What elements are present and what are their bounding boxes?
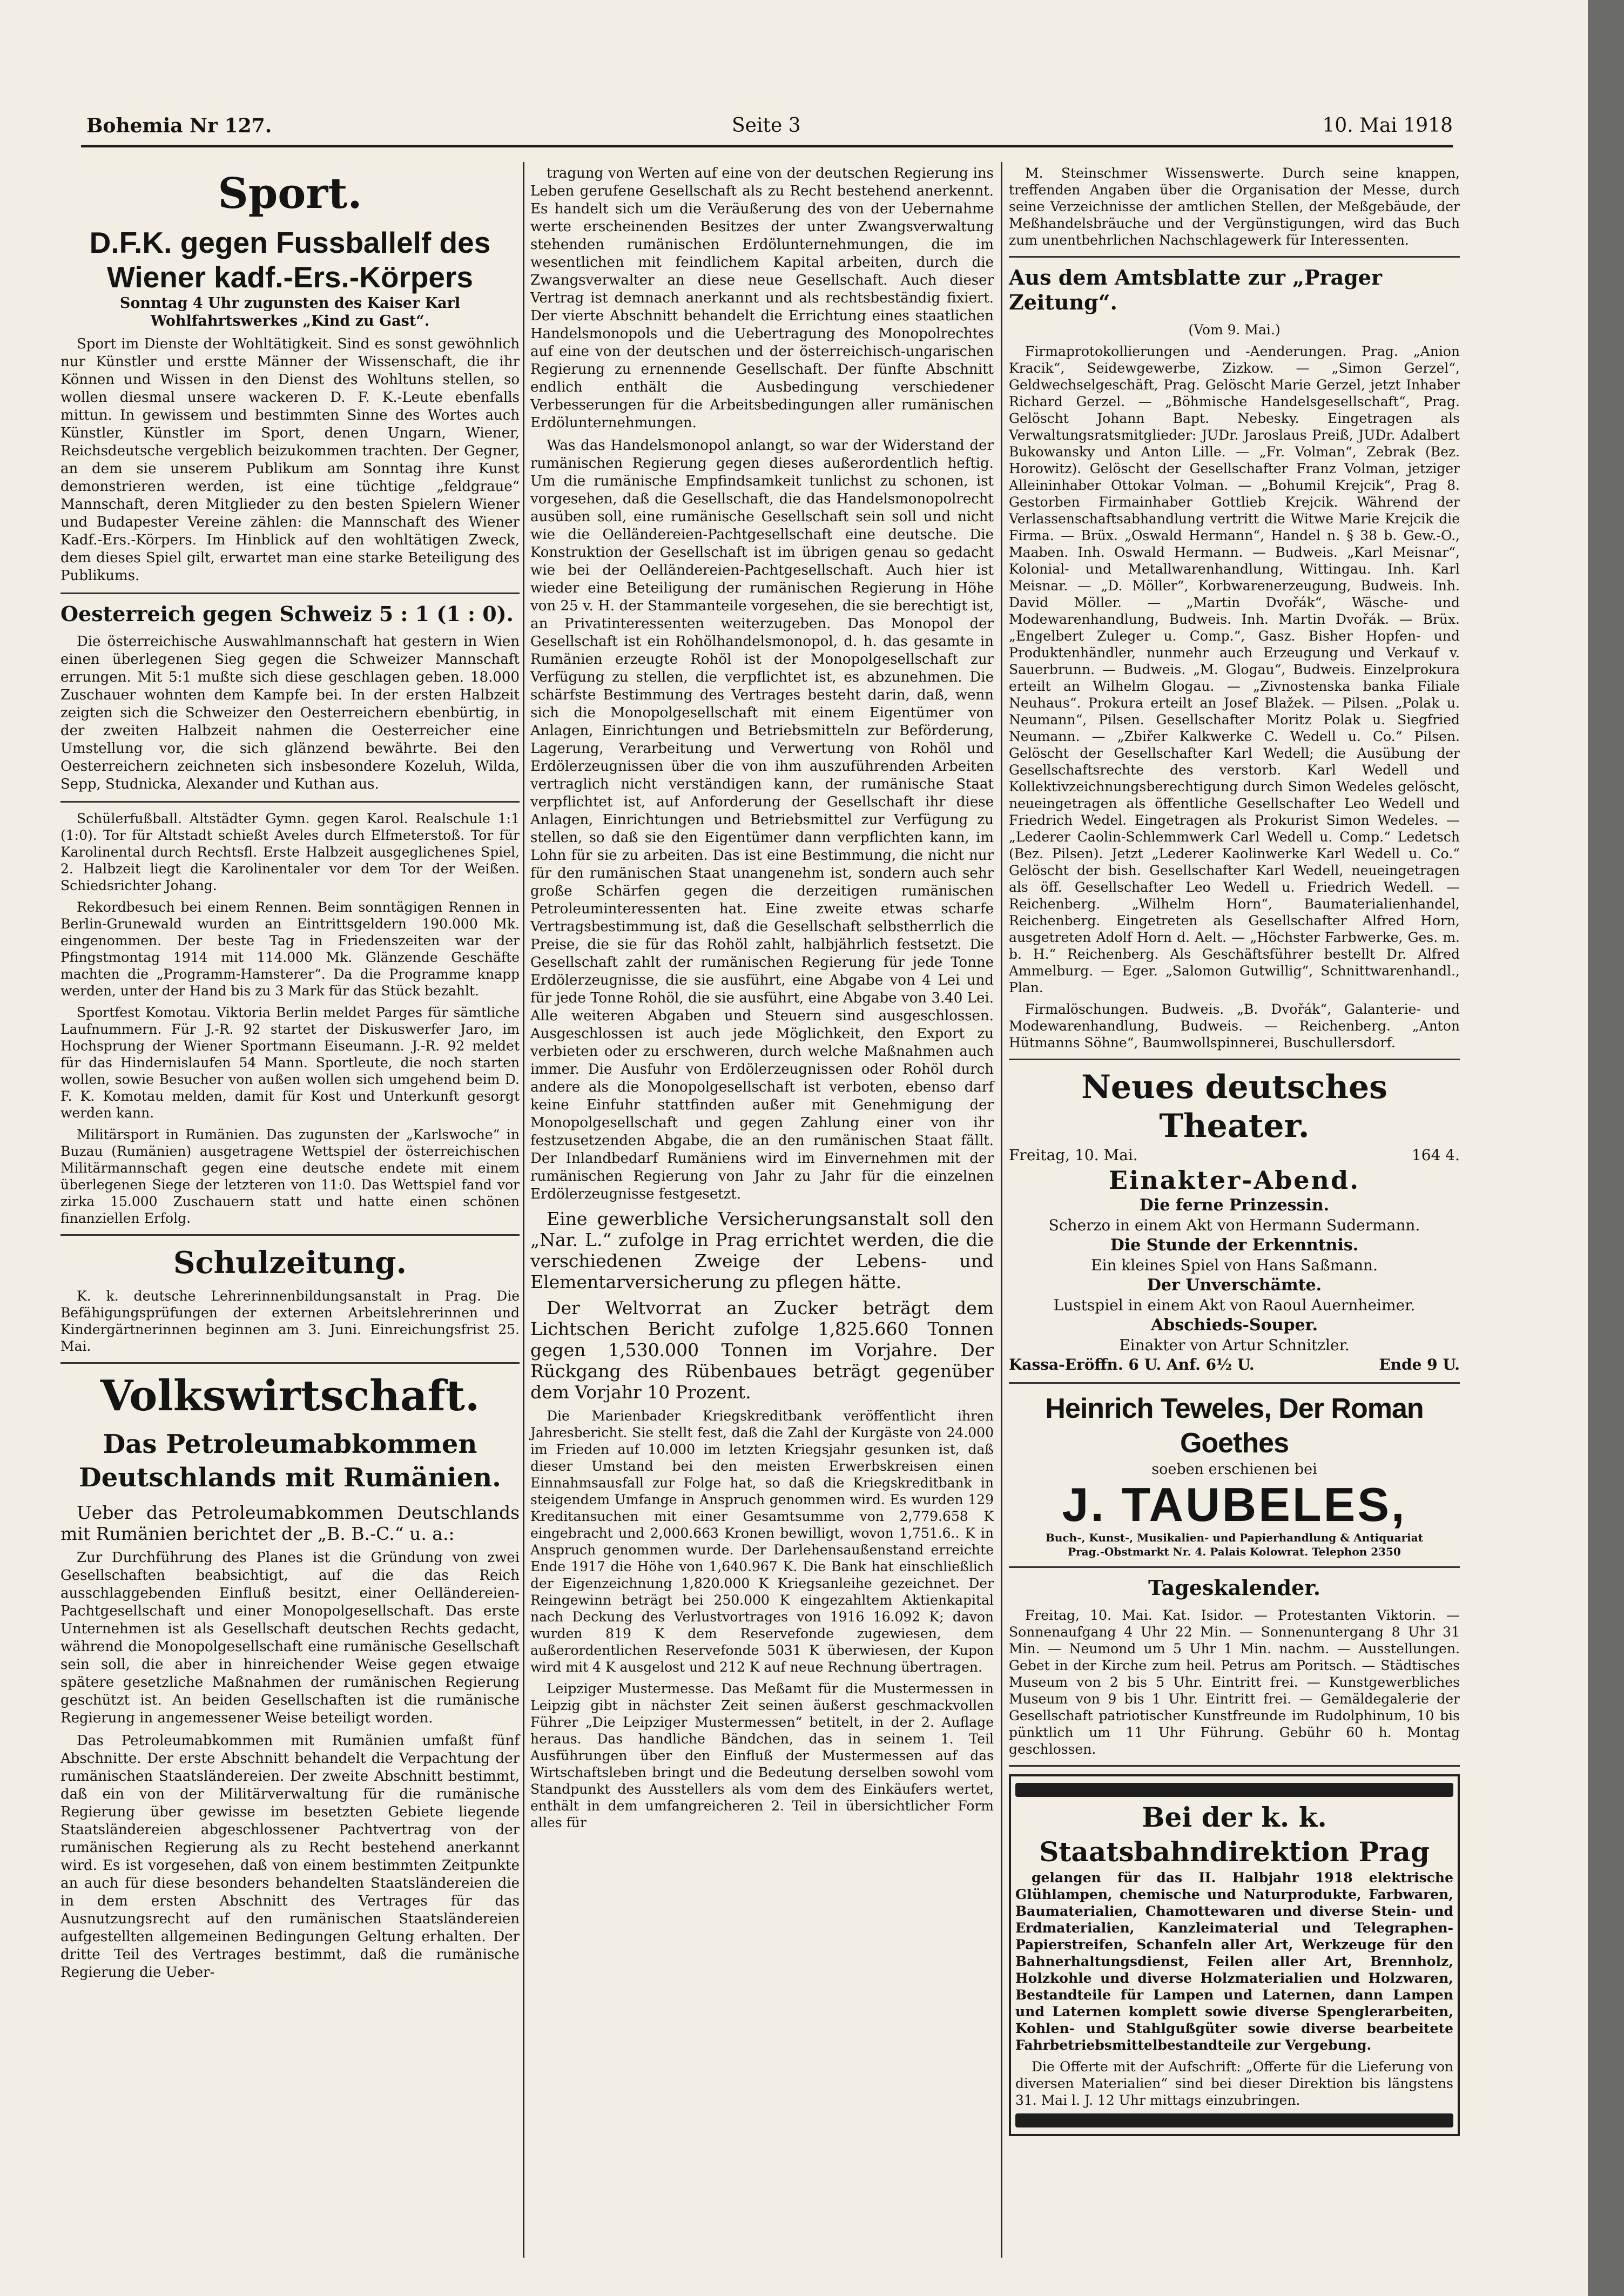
column-2	[530, 165, 994, 1836]
ad-title: Neues deutsches Theater.	[1081, 1068, 1387, 1145]
article-paragraph: Leipziger Mustermesse. Das Meßamt für die Mustermessen in Leipzig gibt in nächster Zeit seinen äußerst geschmackvollen Führer „Die Leipziger Mustermessen“ betitelt, in der 2. Auflage heraus. Das handliche Bändchen, das in seinem 1. Teil Ausführungen über den Einfluß der Mustermessen auf das Wirtschaftsleben bringt und die Bedeutung derselben sowohl vom Standpunkt des Ausstellers als vom dem des Einkäufers wertet, enthält in dem umfangreicheren 2. Teil in übersichtlicher Form alles für	[530, 1681, 994, 1830]
ad-play: Abschieds-Souper.	[1150, 1316, 1318, 1335]
article-paragraph: Rekordbesuch bei einem Rennen. Beim sonntägigen Rennen in Berlin-Grunewald wurden an Eintrittsgeldern 190.000 Mk. eingenommen. Der beste Tag in Friedenszeiten war der Pfingstmontag 1914 mit 114.000 Mk. Glänzende Geschäfte machten die „Programm-Hamsterer“. Da die Programme knapp werden, unter der Hand bis zu 3 Mark für das Stück bezahlt.	[60, 899, 520, 999]
article-paragraph: Eine gewerbliche Versicherungsanstalt soll den „Nar. L.“ zufolge in Prag errichtet werden, die die verschiedenen Zweige der Lebens- und Elementarversicherung zu pflegen hätte.	[530, 1208, 994, 1292]
column-1	[60, 165, 520, 1987]
ad-headline: Bei der k. k. Staatsbahndirektion Prag	[1039, 1801, 1430, 1868]
article-paragraph: Schülerfußball. Altstädter Gymn. gegen Karol. Realschule 1:1 (1:0). Tor für Altstadt schießt Aveles durch Elfmeterstoß. Tor für Karolinental durch Rechtsfl. Erste Halbzeit ausgeglichenes Spiel, 2. Halbzeit liegt die Karolinentaler vor dem Tor der Weißen. Schiedsrichter Johang.	[60, 811, 520, 893]
header-rule	[81, 145, 1453, 147]
ad-line: Scherzo in einem Akt von Hermann Sudermann.	[1048, 1216, 1420, 1234]
column-divider	[1001, 162, 1002, 2258]
ad-paragraph: Die Offerte mit der Aufschrift: „Offerte für die Lieferung von diversen Materialien“ sind bei dieser Direktion bis längstens 31. Mai l. J. 12 Uhr mittags einzubringen.	[1015, 2059, 1453, 2108]
divider	[1009, 1382, 1460, 1384]
ad-play: Die Stunde der Erkenntnis.	[1110, 1236, 1359, 1255]
article-paragraph: Firmalöschungen. Budweis. „B. Dvořák“, Galanterie- und Modewarenhandlung, Budweis. — Reichenberg. „Anton Hütmanns Söhne“, Baumwollspinnerei, Buschullersdorf.	[1009, 1001, 1460, 1051]
section-title-sport: Sport.	[218, 169, 362, 218]
ad-line: soeben erschienen bei	[1151, 1461, 1317, 1478]
article-intro: Ueber das Petroleumabkommen Deutschlands mit Rumänien berichtet der „B. B.-C.“ u. a.:	[60, 1502, 520, 1544]
divider	[60, 1362, 520, 1364]
article-paragraph: Was das Handelsmonopol anlangt, so war der Widerstand der rumänischen Regierung gegen dieses außerordentlich heftig. Um die rumänische Empfindsamkeit tunlichst zu schonen, ist vorgesehen, daß die Gesellschaft, die das Handelsmonopolrecht ausüben soll, eine rumänische Gesellschaft sein soll und nicht wie die Oelländereien-Pachtgesellschaft eine deutsche. Die Konstruktion der Gesellschaft ist im übrigen genau so gedacht wie bei der Oelländereien-Pachtgesellschaft. Auch hier ist wieder eine Beteiligung der rumänischen Regierung in Höhe von 25 v. H. der Stammanteile vorgesehen, die sie berechtigt ist, an Privatinteressenten weiterzugeben. Das Monopol der Gesellschaft ist ein Rohölhandelsmonopol, d. h. das gesamte in Rumänien erzeugte Rohöl ist der Monopolgesellschaft zur Verfügung zu stellen, die verpflichtet ist, es abzunehmen. Die schärfste Bestimmung des Vertrages besteht darin, daß, wenn sich die Monopolgesellschaft mit einem Eigentümer von Anlagen, Einrichtungen und Betriebsmitteln zur Beförderung, Lagerung, Verarbeitung und Verwertung von Rohöl und Erdölerzeugnissen über die von ihm auszuführenden Arbeiten vertraglich nicht verständigen kann, der rumänische Staat verpflichtet ist, auf Anforderung der Gesellschaft ihr diese Anlagen, Einrichtungen und Betriebsmittel zur Verfügung zu stellen, so daß sie den Eigentümer dann verpflichten kann, im Lohn für sie zu arbeiten. Das ist eine Bestimmung, die nicht nur für den rumänischen Staat unangenehm ist, sondern auch sehr große Schärfen gegen die derzeitigen rumänischen Petroleuminteressenten hat. Eine zweite etwas scharfe Vertragsbestimmung ist, daß die Gesellschaft selbstherrlich die Preise, die sie für das Rohöl zahlt, halbjährlich festsetzt. Die Gesellschaft zahlt der rumänischen Regierung für jede Tonne Erdölerzeugnisse, die sie ausführt, eine Abgabe von 4 Lei und für jede Tonne Rohöl, die sie ausführt, eine Abgabe von 3.40 Lei. Alle weiteren Abgaben und Steuern sind ausgeschlossen. Ausgeschlossen ist auch jede Möglichkeit, den Export zu verbieten oder zu erschweren, durch welche Maßnahmen auch immer. Die Ausfuhr von Erdölerzeugnissen oder Rohöl durch andere als die Monopolgesellschaft ist verboten, ebenso darf keine Einfuhr stattfinden außer mit Genehmigung der Monopolgesellschaft und gegen Zahlung einer von ihr festzusetzenden Abgabe, die an den rumänischen Staat fällt. Der Inlandbedarf Rumäniens wird im Einvernehmen mit der rumänischen Regierung von Jahr zu Jahr für die einzelnen Erdölerzeugnisse festgesetzt.	[530, 437, 994, 1202]
article-heading: Oesterreich gegen Schweiz 5 : 1 (1 : 0).	[60, 602, 514, 626]
header-date: 10. Mai 1918	[1322, 115, 1453, 137]
article-paragraph: Der Weltvorrat an Zucker beträgt dem Lichtschen Bericht zufolge 1,825.660 Tonnen gegen 1,530.000 Tonnen im Vorjahre. Der Rückgang des Rübenbaues beträgt gegenüber dem Vorjahr 10 Prozent.	[530, 1297, 994, 1403]
divider	[1009, 256, 1460, 258]
page-header	[86, 115, 1453, 142]
article-heading: Tageskalender.	[1148, 1575, 1321, 1600]
ad-date: Freitag, 10. Mai.	[1009, 1146, 1138, 1164]
section-title-volkswirtschaft: Volkswirtschaft.	[100, 1371, 480, 1420]
ad-line: Ein kleines Spiel von Hans Saßmann.	[1091, 1256, 1378, 1274]
divider	[1009, 1765, 1460, 1767]
ad-number: 164 4.	[1411, 1146, 1460, 1164]
article-paragraph: Die österreichische Auswahlmannschaft hat gestern in Wien einen überlegenen Sieg gegen die Schweizer Mannschaft errungen. Mit 5:1 mußte sich diese geschlagen geben. 18.000 Zuschauer wohnten dem Kampfe bei. In der ersten Halbzeit zeigten sich die Schweizer den Oesterreichern ebenbürtig, in der zweiten Halbzeit nahmen die Oesterreicher eine Umstellung vor, die sich glänzend bewährte. Bei den Oesterreichern zeichneten sich insbesondere Kozeluh, Wilda, Sepp, Studnicka, Alexander und Kuthan aus.	[60, 634, 520, 792]
divider	[1009, 1566, 1460, 1568]
article-subhead: Sonntag 4 Uhr zugunsten des Kaiser Karl Wohlfahrtswerkes „Kind zu Gast“.	[119, 295, 461, 329]
ad-line: Buch-, Kunst-, Musikalien- und Papierhandlung & Antiquariat	[1046, 1531, 1423, 1544]
divider	[60, 592, 520, 594]
next-page-edge	[1588, 0, 1624, 2296]
article-heading: Aus dem Amtsblatte zur „Prager Zeitung“.	[1009, 265, 1382, 314]
ad-border-band	[1015, 1783, 1453, 1797]
column-3	[1009, 165, 1460, 2136]
ad-paragraph: gelangen für das II. Halbjahr 1918 elektrische Glühlampen, chemische und Naturprodukte, Farbwaren, Baumaterialien, Chamottewaren und diverse Stein- und Erdmaterialien, Kanzleimaterial und Telegraphen-Papierstreifen, Schanfeln aller Art, Werkzeuge für den Bahnerhaltungsdienst, Feilen aller Art, Brennholz, Holzkohle und diverse Holzmaterialien und Holzwaren, Bestandteile für Lampen und Laternen, dann Lampen und Laternen komplett sowie diverse Spenglerarbeiten, Kohlen- und Stahlgußgüter sowie diverse bearbeitete Fahrbetriebsmittelbestandteile zur Vergebung.	[1015, 1870, 1453, 2053]
article-paragraph: M. Steinschmer Wissenswerte. Durch seine knappen, treffenden Angaben über die Organisation der Messe, durch seine Verzeichnisse der amtlichen Stellen, der Meßgebäude, der Meßhandelsbräuche und der Vergünstigungen, wird das Buch zum unentbehrlichen Nachschlagewerk für Interessenten.	[1009, 165, 1460, 248]
ad-line: Lustspiel in einem Akt von Raoul Auernheimer.	[1053, 1296, 1416, 1314]
article-paragraph: Sportfest Komotau. Viktoria Berlin meldet Parges für sämtliche Laufnummern. Für J.-R. 92 startet der Diskuswerfer Jaro, im Hochsprung der Wiener Sportmann Eiseumann. J.-R. 92 meldet für das Hindernislaufen 54 Mann. Sportleute, die noch starten wollen, sowie Besucher von außen wollen sich umgehend beim D. F. K. Komotau melden, damit für Kost und Unterkunft gesorgt werden kann.	[60, 1005, 520, 1121]
railway-ad	[1009, 1774, 1460, 2136]
article-paragraph: Militärsport in Rumänien. Das zugunsten der „Karlswoche“ in Buzau (Rumänien) ausgetragene Wettspiel der österreichischen Militärmannschaft gegen eine deutsche endete mit einem überlegenen Siege der letzteren von 11:0. Das Wettspiel fand vor zirka 15.000 Zuschauern statt und hatte einen schönen finanziellen Erfolg.	[60, 1127, 520, 1226]
header-issue: Bohemia Nr 127.	[86, 115, 272, 137]
article-paragraph: Sport im Dienste der Wohltätigkeit. Sind es sonst gewöhnlich nur Künstler und erstte Männer der Wissenschaft, die ihr Können und Wissen in den Dienst des Wohltuns stellen, so wollen diesmal unsere wackeren D. F. K.-Leute ebenfalls mittun. In gewissem und bestimmten Sinne des Wortes auch Künstler, Künstler im Sport, denen Ungarn, Wiener, Reichsdeutsche vergeblich beizukommen trachten. Der Gegner, an dem sie unserem Publikum am Sonntag ihre Kunst demonstrieren werden, ist eine tüchtige „feldgraue“ Mannschaft, deren Mitglieder zu den besten Spielern Wiener und Budapester Vereine zählen: die Mannschaft des Wiener Kadf.-Ers.-Körpers. Im Hinblick auf den wohltätigen Zweck, dem dieses Spiel gilt, erwartet man eine starke Beteiligung des Publikums.	[60, 336, 520, 584]
divider	[60, 801, 520, 803]
ad-end: Ende 9 U.	[1379, 1356, 1460, 1373]
article-paragraph: Firmaprotokollierungen und -Aenderungen. Prag. „Anion Kracik“, Seidewgewerbe, Zizkow. — „Simon Gerzel“, Geldwechselgeschäft, Prag. Gelöscht Marie Gerzel, jetzt Inhaber Richard Gerzel. — „Böhmische Handelsgesellschaft“, Prag. Gelöscht Johann Bapt. Nebesky. Eingetragen als Verwaltungsratsmitglieder: JUDr. Jaroslaus Preiß, JUDr. Adalbert Bukowansky und Anton Lille. — „Fr. Volman“, Zebrak (Bez. Horowitz). Gelöscht der Gesellschafter Franz Volman, jetziger Alleininhaber Ottokar Volman. — „Bohumil Krejcik“, Prag 8. Gestorben Firmainhaber Gottlieb Krejcik. Während der Verlassenschaftsabhandlung vertritt die Witwe Marie Krejcik die Firma. — Brüx. „Oswald Hermann“, Handel n. § 38 b. Gew.-O., Maaben. Inh. Oswald Hermann. — Budweis. „Karl Meisnar“, Kolonial- und Metallwarenhandlung, Wittingau. Inh. Karl Meisnar. — „D. Möller“, Korbwarenerzeugung, Budweis. Inh. David Möller. — „Martin Dvořák“, Wäsche- und Modewarenhandlung, Budweis. Inh. Martin Dvořák. — Brüx. „Engelbert Zuleger u. Comp.“, Gasz. Bisher Hopfen- und Produktenhändler, nunmehr auch Erzeugung und Verkauf v. Sauerbrunn. — Budweis. „M. Glogau“, Budweis. Einzelprokura erteilt an Wilhelm Glogau. — „Zivnostenska banka Filiale Neuhaus“. Prokura erteilt an Josef Blažek. — Pilsen. „Polak u. Neumann“, Pilsen. Gesellschafter Moritz Polak u. Siegfried Neumann. — „Zbiřer Kalkwerke C. Wedell u. Co.“ Pilsen. Gelöscht der Gesellschafter Karl Wedell; die Ausübung der Gesellschaftsrechte des verstorb. Karl Wedell und Kollektivzeichnungsberechtigung durch Simon Wedeles gelöscht, neueingetragen als öffentliche Gesellschafter Leo Wedell und Friedrich Wedel. Eingetragen als Prokurist Simon Wedeles. — „Lederer Caolin-Schlemmwerk Carl Wedell u. Comp.“ Ledetsch (Bez. Pilsen). Jetzt „Lederer Kaolinwerke Karl Wedell u. Co.“ Gelöscht der bish. Gesellschafter Karl Wedell, neueingetragen als öff. Gesellschafter Leo Wedell u. Friedrich Wedell. — Reichenberg. „Wilhelm Horn“, Baumaterialienhandel, Reichenberg. Eingetreten als Gesellschafter Alfred Horn, ausgetreten Adolf Horn d. Aelt. — „Höchster Farbwerke, Ges. m. b. H.“ Reichenberg. Als Geschäftsführer bestellt Dr. Alfred Ammelburg. — Eger. „Salomon Gutwillig“, Schnittwarenhandl., Plan.	[1009, 344, 1460, 995]
ad-times: Kassa-Eröffn. 6 U. Anf. 6½ U.	[1009, 1356, 1255, 1373]
ad-date-row	[1009, 1146, 1460, 1165]
article-paragraph: Das Petroleumabkommen mit Rumänien umfaßt fünf Abschnitte. Der erste Abschnitt behandelt die Verpachtung der rumänischen Staatsländereien. Der zweite Abschnitt bestimmt, daß ein von der Militärverwaltung für die rumänische Regierung über gewisse im besetzten Gebiete liegende Staatsländereien abgeschlossener Pachtvertrag von der rumänischen Regierung als zu Recht bestehend anerkannt wird. Es ist vorgesehen, daß von einem bestimmten Zeitpunkte an auch für diese besonders behandelten Staatsländereien die in dem ersten Abschnitt des Vertrages für das Ausnutzungsrecht auf den rumänischen Staatsländereien aufgestellten allgemeinen Bedingungen Geltung erhalten. Der dritte Teil des Vertrages bestimmt, daß die rumänische Regierung die Ueber-	[60, 1733, 520, 1981]
article-headline: Das Petroleumabkommen Deutschlands mit Rumänien.	[79, 1429, 501, 1493]
article-paragraph: Zur Durchführung des Planes ist die Gründung von zwei Gesellschaften beabsichtigt, auf die das Reich ausschlaggebenden Einfluß besitzt, einer Oelländereien-Pachtgesellschaft und einer Monopolgesellschaft. Das erste Unternehmen ist als Gesellschaft deutschen Rechts gedacht, während die Monopolgesellschaft eine rumänische Gesellschaft sein soll, die aber in hinreichender Weise gegen etwaige spätere gesetzliche Maßnahmen der rumänischen Regierung geschützt ist. An beiden Gesellschaften ist die rumänische Regierung in angemessener Weise beteiligt worden.	[60, 1550, 520, 1726]
divider	[60, 1234, 520, 1236]
article-paragraph: Die Marienbader Kriegskreditbank veröffentlicht ihren Jahresbericht. Sie stellt fest, daß die Zahl der Kurgäste von 24.000 im Frieden auf 10.000 im letzten Kriegsjahr gesunken ist, daß dieser Umstand bei den meisten Erwerbskreisen einen Einnahmsausfall zur Folge hat, so daß die Kriegskreditbank in steigendem Umfange in Anspruch genommen wird. Es wurden 129 Kreditansuchen mit einer Gesamtsumme von 2,779.658 K eingebracht und 2,000.663 Kronen bewilligt, wovon 1,751.6.. K in Anspruch genommen wurde. Der Darlehensaußenstand erreichte Ende 1917 die Höhe von 1,640.967 K. Die Bank hat einschließlich der Eigenzeichnung 1,820.000 K Kriegsanleihe gezeichnet. Der Reingewinn beträgt bei 250.000 K eingezahltem Aktienkapital nach Deckung des Verlustvortrages von 1916 16.092 K; davon wurden 819 K dem Reservefonde zugewiesen, dem außerordentlichen Reservefonde 5031 K überwiesen, der Kupon wird mit 4 K ausgelost und 212 K auf neue Rechnung übertragen.	[530, 1408, 994, 1675]
theater-ad	[1009, 1068, 1460, 1375]
article-paragraph: tragung von Werten auf eine von der deutschen Regierung ins Leben gerufene Gesellschaft als zu Recht bestehend anerkennt. Es handelt sich um die Veräußerung des von der Uebernahme werte erscheinenden Besitzes der unter Zwangsverwaltung stehenden rumänischen Erdölunternehmungen, die im wesentlichen mit feindlichem Kapital arbeiten, durch die Zwangsverwalter an diese neue Gesellschaft. Auch dieser Vertrag ist demnach anerkannt und als rechtsbeständig fixiert. Der vierte Abschnitt behandelt die Errichtung eines staatlichen Handelsmonopols und die Uebertragung des Monopolrechtes auf eine von der deutschen und der österreichisch-ungarischen Regierung zu ernennende Gesellschaft. Der fünfte Abschnitt endlich enthält die Ausbedingung verschiedener Verbesserungen für die Arbeitsbedingungen aller rumänischen Erdölunternehmungen.	[530, 165, 994, 431]
divider	[1009, 1059, 1460, 1060]
ad-times-row	[1009, 1355, 1460, 1375]
article-paragraph: K. k. deutsche Lehrerinnenbildungsanstalt in Prag. Die Befähigungsprüfungen der externen Arbeitslehrerinnen und Kindergärtnerinnen beginnen am 3. Juni. Einreichungsfrist 25. Mai.	[60, 1288, 520, 1354]
article-subhead: (Vom 9. Mai.)	[1188, 322, 1281, 338]
article-headline: D.F.K. gegen Fussballelf des Wiener kadf.-Ers.-Körpers	[89, 226, 491, 294]
ad-line: Einakter von Artur Schnitzler.	[1119, 1336, 1350, 1354]
article-paragraph: Freitag, 10. Mai. Kat. Isidor. — Protestanten Viktorin. — Sonnenaufgang 4 Uhr 22 Min. — Sonnenuntergang 8 Uhr 31 Min. — Neumond um 5 Uhr 1 Min. nachm. — Ausstellungen. Gebet in der Kirche zum heil. Petrus am Poritsch. — Städtisches Museum von 2 bis 5 Uhr. Eintritt frei. — Kunstgewerbliches Museum von 9 bis 1 Uhr. Eintritt frei. — Gemäldegalerie der Gesellschaft patriotischer Kunstfreunde im Rudolphinum, 10 bis pünktlich um 11 Uhr Führung. Gebühr 60 h. Montag geschlossen.	[1009, 1607, 1460, 1757]
header-page: Seite 3	[732, 115, 801, 137]
ad-headline: Heinrich Teweles, Der Roman Goethes	[1045, 1393, 1424, 1459]
column-divider	[523, 162, 524, 2258]
ad-line: Prag.-Obstmarkt Nr. 4. Palais Kolowrat. Telephon 2350	[1068, 1545, 1401, 1558]
section-title-schule: Schulzeitung.	[173, 1245, 407, 1281]
book-ad	[1009, 1391, 1460, 1559]
ad-headline: Einakter-Abend.	[1108, 1166, 1360, 1195]
ad-publisher: J. TAUBELES,	[1062, 1478, 1407, 1531]
ad-play: Der Unverschämte.	[1147, 1276, 1322, 1295]
ad-border-band	[1015, 2113, 1453, 2127]
ad-play: Die ferne Prinzessin.	[1139, 1196, 1330, 1215]
